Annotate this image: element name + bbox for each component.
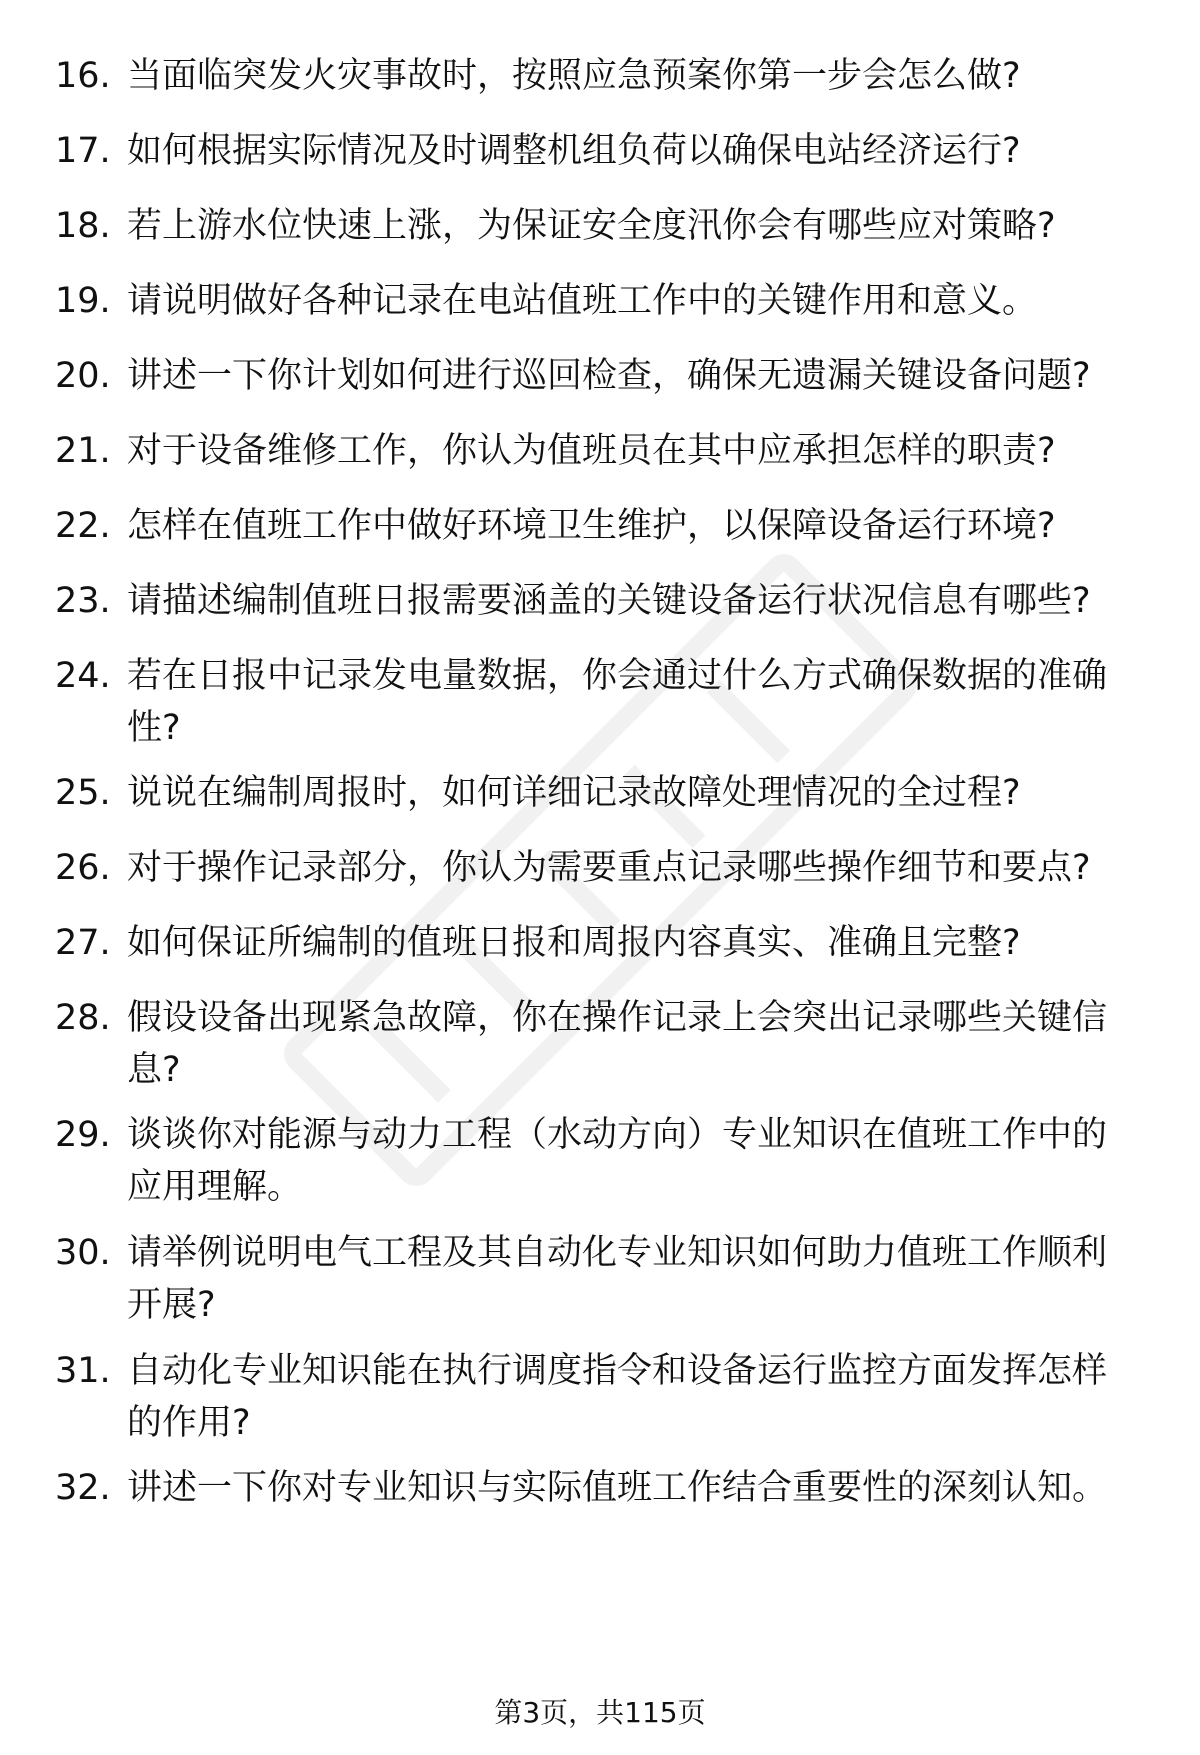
question-number: 28. bbox=[55, 998, 111, 1038]
question-number: 20. bbox=[55, 356, 111, 396]
question-item bbox=[55, 575, 1155, 627]
question-text: 自动化专业知识能在执行调度指令和设备运行监控方面发挥怎样的作用? bbox=[127, 1351, 1108, 1443]
page-footer: 第3页，共115页 bbox=[494, 1696, 706, 1729]
question-number: 26. bbox=[55, 848, 111, 888]
question-number: 19. bbox=[55, 281, 111, 321]
question-number: 32. bbox=[55, 1468, 111, 1508]
question-number: 24. bbox=[55, 656, 111, 696]
question-number: 31. bbox=[55, 1351, 111, 1391]
question-text: 当面临突发火灾事故时，按照应急预案你第一步会怎么做? bbox=[127, 56, 1021, 96]
question-item bbox=[55, 275, 1155, 327]
question-item bbox=[55, 125, 1155, 177]
question-item bbox=[55, 767, 1155, 819]
question-number: 25. bbox=[55, 773, 111, 813]
question-text: 若上游水位快速上涨，为保证安全度汛你会有哪些应对策略? bbox=[127, 206, 1056, 246]
question-text: 讲述一下你计划如何进行巡回检查，确保无遗漏关键设备问题? bbox=[127, 356, 1091, 396]
question-text: 请描述编制值班日报需要涵盖的关键设备运行状况信息有哪些? bbox=[127, 581, 1091, 621]
question-item bbox=[55, 350, 1155, 402]
question-text: 请举例说明电气工程及其自动化专业知识如何助力值班工作顺利开展? bbox=[127, 1233, 1108, 1325]
question-item bbox=[55, 1345, 1155, 1449]
question-number: 27. bbox=[55, 923, 111, 963]
question-text: 谈谈你对能源与动力工程（水动方向）专业知识在值班工作中的应用理解。 bbox=[127, 1115, 1108, 1207]
question-item bbox=[55, 500, 1155, 552]
question-number: 21. bbox=[55, 431, 111, 471]
question-item bbox=[55, 425, 1155, 477]
question-text: 如何根据实际情况及时调整机组负荷以确保电站经济运行? bbox=[127, 131, 1021, 171]
question-number: 16. bbox=[55, 56, 111, 96]
question-item bbox=[55, 992, 1155, 1096]
question-item bbox=[55, 1109, 1155, 1213]
question-number: 30. bbox=[55, 1233, 111, 1273]
question-item bbox=[55, 917, 1155, 969]
question-item bbox=[55, 842, 1155, 894]
question-text: 假设设备出现紧急故障，你在操作记录上会突出记录哪些关键信息? bbox=[127, 998, 1108, 1090]
question-text: 如何保证所编制的值班日报和周报内容真实、准确且完整? bbox=[127, 923, 1021, 963]
question-number: 17. bbox=[55, 131, 111, 171]
question-text: 讲述一下你对专业知识与实际值班工作结合重要性的深刻认知。 bbox=[127, 1468, 1108, 1508]
question-text: 若在日报中记录发电量数据，你会通过什么方式确保数据的准确性? bbox=[127, 656, 1108, 748]
question-item bbox=[55, 650, 1155, 754]
question-item bbox=[55, 1462, 1155, 1514]
question-item bbox=[55, 200, 1155, 252]
question-number: 22. bbox=[55, 506, 111, 546]
question-item bbox=[55, 1227, 1155, 1331]
question-text: 请说明做好各种记录在电站值班工作中的关键作用和意义。 bbox=[127, 281, 1038, 321]
question-text: 对于操作记录部分，你认为需要重点记录哪些操作细节和要点? bbox=[127, 848, 1091, 888]
question-text: 说说在编制周报时，如何详细记录故障处理情况的全过程? bbox=[127, 773, 1021, 813]
question-text: 对于设备维修工作，你认为值班员在其中应承担怎样的职责? bbox=[127, 431, 1056, 471]
question-number: 18. bbox=[55, 206, 111, 246]
question-text: 怎样在值班工作中做好环境卫生维护，以保障设备运行环境? bbox=[127, 506, 1056, 546]
question-number: 23. bbox=[55, 581, 111, 621]
question-item bbox=[55, 50, 1155, 102]
question-number: 29. bbox=[55, 1115, 111, 1155]
